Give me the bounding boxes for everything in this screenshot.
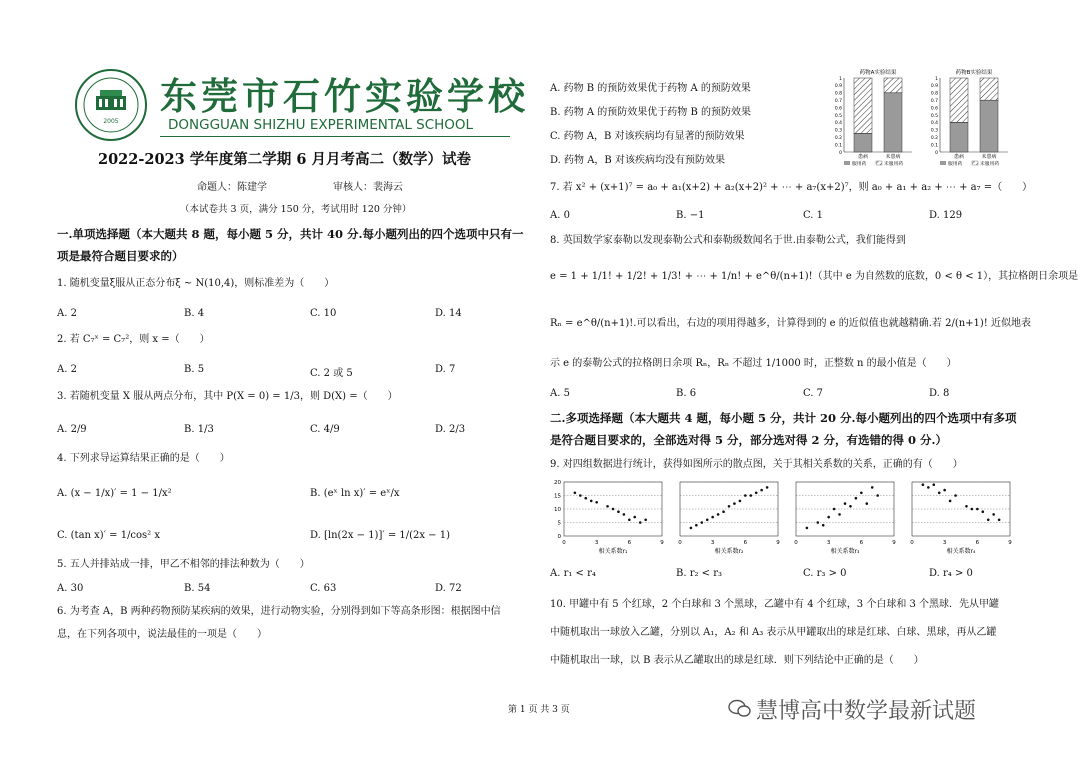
scatter-point xyxy=(584,497,587,500)
scatter-point xyxy=(639,521,642,524)
scatter-point xyxy=(998,519,1001,522)
scatter-x-tick: 9 xyxy=(776,540,780,546)
q3-option-d: D. 2/3 xyxy=(435,424,466,435)
bar-tick-label: 0.9 xyxy=(930,84,938,90)
q1-option-a: A. 2 xyxy=(57,308,77,319)
scatter-x-label: 相关系数r₃ xyxy=(830,548,860,555)
scatter-point xyxy=(992,513,995,516)
q9-option-b: B. r₂ < r₃ xyxy=(676,568,723,579)
scatter-point xyxy=(711,516,714,519)
legend-swatch-no-drug xyxy=(876,161,882,165)
bar-tick-label: 0.3 xyxy=(834,128,842,134)
scatter-x-label: 相关系数r₄ xyxy=(946,548,976,555)
scatter-x-tick: 0 xyxy=(678,540,682,546)
legend-label-no-drug: 未服用药 xyxy=(884,162,904,167)
scatter-y-tick: 20 xyxy=(554,480,561,486)
q2-option-b: B. 5 xyxy=(184,364,205,375)
question-8-line-1: 8. 英国数学家泰勒以发现泰勒公式和泰勒级数闻名于世.由泰勒公式，我们能得到 xyxy=(550,235,906,246)
q8-option-c: C. 7 xyxy=(803,388,824,399)
legend-swatch-took-drug xyxy=(844,161,850,165)
bar-tick-label: 0.5 xyxy=(834,113,842,119)
scatter-point xyxy=(849,505,852,508)
q9-option-a: A. r₁ < r₄ xyxy=(550,568,596,579)
q6-option-b: B. 药物 A 的预防效果优于药物 B 的预防效果 xyxy=(550,107,751,118)
q8-option-b: B. 6 xyxy=(676,388,697,399)
scatter-point xyxy=(827,516,830,519)
scatter-x-tick: 6 xyxy=(859,540,864,546)
scatter-x-tick: 3 xyxy=(594,540,599,546)
q1-option-d: D. 14 xyxy=(435,308,462,319)
page-number: 第 1 页 共 3 页 xyxy=(508,705,570,715)
scatter-point xyxy=(617,510,620,513)
scatter-point xyxy=(938,492,941,495)
bar-tick-label: 0 xyxy=(935,150,938,156)
bar-segment-took-drug xyxy=(854,134,872,153)
q6-option-c: C. 药物 A，B 对该疾病均有显著的预防效果 xyxy=(550,131,745,142)
question-8-line-3: Rₙ = e^θ/(n+1)!.可以看出，右边的项用得越多，计算得到的 e 的近似值也就越精确.若 2/(n+1)! 近似地表 xyxy=(550,318,1032,329)
scatter-point xyxy=(806,527,809,530)
scatter-x-tick: 0 xyxy=(910,540,914,546)
scatter-point xyxy=(871,486,874,489)
q5-option-b: B. 54 xyxy=(184,583,211,594)
scatter-x-tick: 6 xyxy=(743,540,748,546)
bar-tick-label: 0.1 xyxy=(834,143,842,149)
bar-tick-label: 0.3 xyxy=(930,128,938,134)
q4-option-b: B. (eˣ ln x)′ = eˣ/x xyxy=(310,488,400,499)
logo-year: 2005 xyxy=(103,118,119,125)
q1-option-c: C. 10 xyxy=(310,308,337,319)
scatter-point xyxy=(623,513,626,516)
scatter-x-label: 相关系数r₁ xyxy=(598,548,628,555)
bar-tick-label: 0.7 xyxy=(930,99,938,104)
scatter-point xyxy=(606,505,609,508)
bar-tick-label: 0.5 xyxy=(930,113,938,119)
bar-segment-no-drug xyxy=(884,78,902,93)
exam-note: （本试卷共 3 页，满分 150 分，考试用时 120 分钟） xyxy=(180,204,412,215)
q7-option-c: C. 1 xyxy=(803,210,824,221)
bar-chart-title: 药物A实验结果 xyxy=(859,70,897,76)
scatter-y-tick: 5 xyxy=(557,520,561,527)
header-divider xyxy=(160,136,510,137)
bar-segment-no-drug xyxy=(950,78,968,122)
bar-tick-label: 0.4 xyxy=(930,121,938,127)
school-name-en: DONGGUAN SHIZHU EXPERIMENTAL SCHOOL xyxy=(168,117,474,133)
bar-tick-label: 0 xyxy=(839,150,842,156)
scatter-point xyxy=(579,494,582,497)
scatter-point xyxy=(971,508,974,511)
scatter-point xyxy=(739,500,742,503)
question-9: 9. 对四组数据进行统计，获得如图所示的散点图，关于其相关系数的关系，正确的有（ ） xyxy=(550,459,963,470)
scatter-point xyxy=(706,519,709,522)
scatter-point xyxy=(590,500,593,503)
scatter-point xyxy=(987,519,990,522)
bar-segment-took-drug xyxy=(950,122,968,152)
scatter-point xyxy=(700,521,703,524)
scatter-point xyxy=(981,510,984,513)
question-6-line-2: 息，在下列各项中，说法最佳的一项是（ ） xyxy=(57,629,267,640)
drug-bar-charts xyxy=(826,66,1016,168)
q3-option-a: A. 2/9 xyxy=(57,424,87,435)
bar-category-label: 患病 xyxy=(953,154,965,160)
bar-category-label: 未患病 xyxy=(885,154,901,160)
school-logo-icon xyxy=(74,68,148,142)
q9-option-d: D. r₄ > 0 xyxy=(929,568,973,579)
bar-tick-label: 0.1 xyxy=(930,143,938,149)
q6-option-a: A. 药物 B 的预防效果优于药物 A 的预防效果 xyxy=(550,83,751,94)
question-8-line-2: e = 1 + 1/1! + 1/2! + 1/3! + ⋯ + 1/n! + e^θ/(n+1)!（其中 e 为自然数的底数，0 < θ < 1），其拉格朗日余项是 xyxy=(550,271,1079,282)
scatter-point xyxy=(760,489,763,492)
scatter-point xyxy=(860,492,863,495)
scatter-point xyxy=(749,494,752,497)
scatter-point xyxy=(932,483,935,486)
scatter-x-tick: 0 xyxy=(562,540,566,546)
bar-tick-label: 0.7 xyxy=(834,99,842,104)
scatter-point xyxy=(744,494,747,497)
q4-option-d: D. [ln(2x − 1)]′ = 1/(2x − 1) xyxy=(310,530,451,541)
scatter-x-tick: 6 xyxy=(975,540,980,546)
scatter-x-tick: 3 xyxy=(826,540,831,546)
q3-option-b: B. 1/3 xyxy=(184,424,214,435)
scatter-point xyxy=(976,508,979,511)
q2-option-c: C. 2 或 5 xyxy=(310,368,353,379)
bar-tick-label: 1 xyxy=(935,76,938,82)
scatter-point xyxy=(954,494,957,497)
question-8-line-4: 示 e 的泰勒公式的拉格朗日余项 Rₙ，Rₙ 不超过 1/1000 时，正整数 n 的最小值是（ ） xyxy=(550,358,957,369)
scatter-point xyxy=(690,527,693,530)
exam-reviewer: 审核人：裴海云 xyxy=(333,182,403,193)
legend-label-no-drug: 未服用药 xyxy=(980,162,1000,167)
scatter-point xyxy=(876,494,879,497)
question-5: 5. 五人并排站成一排，甲乙不相邻的排法种数为（ ） xyxy=(57,559,310,570)
question-1: 1. 随机变量ξ服从正态分布ξ ~ N(10,4)，则标准差为（ ） xyxy=(57,278,335,289)
bar-tick-label: 0.2 xyxy=(930,136,938,141)
bar-category-label: 未患病 xyxy=(981,154,997,160)
q2-option-d: D. 7 xyxy=(435,364,456,375)
q5-option-c: C. 63 xyxy=(310,583,337,594)
section-2-title: 二.多项选择题（本大题共 4 题，每小题 5 分，共计 20 分.每小题列出的四个选项中有多项是符合题目要求的，全部选对得 5 分，部分选对得 2 分，有选错的得 0 分.） xyxy=(550,411,1017,447)
bar-tick-label: 0.4 xyxy=(834,121,842,127)
scatter-point xyxy=(733,502,736,505)
scatter-point xyxy=(628,519,631,522)
scatter-x-tick: 9 xyxy=(660,540,664,546)
scatter-point xyxy=(844,502,847,505)
scatter-point xyxy=(855,497,858,500)
bar-segment-no-drug xyxy=(980,78,998,100)
q8-option-d: D. 8 xyxy=(929,388,950,399)
q2-option-a: A. 2 xyxy=(57,364,77,375)
scatter-point xyxy=(838,513,841,516)
scatter-point xyxy=(922,483,925,486)
bar-segment-no-drug xyxy=(854,78,872,134)
bar-tick-label: 0.9 xyxy=(834,84,842,90)
q9-option-c: C. r₃ > 0 xyxy=(803,568,847,579)
q4-option-c: C. (tan x)′ = 1/cos² x xyxy=(57,530,161,541)
scatter-point xyxy=(965,505,968,508)
scatter-y-tick: 15 xyxy=(554,493,561,500)
scatter-x-tick: 3 xyxy=(942,540,947,546)
scatter-point xyxy=(949,500,952,503)
bar-tick-label: 0.8 xyxy=(930,91,938,97)
bar-tick-label: 0.2 xyxy=(834,136,842,141)
scatter-point xyxy=(943,489,946,492)
scatter-point xyxy=(644,519,647,522)
wechat-icon xyxy=(728,698,752,718)
bar-tick-label: 0.6 xyxy=(930,106,938,112)
question-4: 4. 下列求导运算结果正确的是（ ） xyxy=(57,453,230,464)
q5-option-a: A. 30 xyxy=(57,583,84,594)
scatter-y-tick: 10 xyxy=(554,507,561,513)
scatter-plots xyxy=(548,478,1020,560)
q6-option-d: D. 药物 A，B 对该疾病均没有预防效果 xyxy=(550,155,725,166)
scatter-x-tick: 9 xyxy=(892,540,896,546)
question-6-line-1: 6. 为考查 A，B 两种药物预防某疾病的效果，进行动物实验，分别得到如下等高条形图：根据图中信 xyxy=(57,606,501,617)
scatter-point xyxy=(728,505,731,508)
bar-segment-took-drug xyxy=(980,100,998,152)
question-3: 3. 若随机变量 X 服从两点分布，其中 P(X = 0) = 1/3，则 D(X) =（ ） xyxy=(57,391,398,402)
scatter-point xyxy=(595,501,598,504)
exam-author: 命题人：陈建学 xyxy=(197,182,267,193)
q7-option-b: B. −1 xyxy=(676,210,705,221)
scatter-point xyxy=(695,524,698,527)
scatter-point xyxy=(766,486,769,489)
scatter-x-tick: 3 xyxy=(710,540,715,546)
bar-chart-title: 药物B实验结果 xyxy=(955,70,993,76)
question-10-line-3: 中随机取出一球，以 B 表示从乙罐取出的球是红球．则下列结论中正确的是（ ） xyxy=(550,655,924,666)
question-2: 2. 若 C₇ˣ = C₇²，则 x =（ ） xyxy=(57,334,210,345)
bar-category-label: 患病 xyxy=(857,154,869,160)
scatter-point xyxy=(927,486,930,489)
legend-label-took-drug: 服用药 xyxy=(852,162,867,167)
question-7: 7. 若 x² + (x+1)⁷ = a₀ + a₁(x+2) + a₂(x+2)² + ⋯ + a₇(x+2)⁷，则 a₀ + a₁ + a₂ + ⋯ + a₇ =（ ） xyxy=(550,182,1033,193)
watermark-text: 慧博高中数学最新试题 xyxy=(756,699,977,724)
scatter-point xyxy=(755,492,758,495)
exam-title: 2022-2023 学年度第二学期 6 月月考高二（数学）试卷 xyxy=(98,151,471,168)
bar-segment-took-drug xyxy=(884,93,902,152)
q7-option-d: D. 129 xyxy=(929,210,963,221)
scatter-x-tick: 9 xyxy=(1008,540,1012,546)
scatter-point xyxy=(633,516,636,519)
q5-option-d: D. 72 xyxy=(435,583,462,594)
q7-option-a: A. 0 xyxy=(550,210,570,221)
scatter-x-tick: 0 xyxy=(794,540,798,546)
school-name-cn: 东莞市石竹实验学校 xyxy=(160,74,529,118)
question-10-line-1: 10. 甲罐中有 5 个红球，2 个白球和 3 个黑球，乙罐中有 4 个红球，3 个白球和 3 个黑球．先从甲罐 xyxy=(550,599,1000,610)
scatter-point xyxy=(574,492,577,495)
q3-option-c: C. 4/9 xyxy=(310,424,340,435)
q8-option-a: A. 5 xyxy=(550,388,570,399)
q4-option-a: A. (x − 1/x)′ = 1 − 1/x² xyxy=(57,488,172,499)
legend-label-took-drug: 服用药 xyxy=(948,162,963,167)
legend-swatch-took-drug xyxy=(940,161,946,165)
scatter-point xyxy=(822,524,825,527)
bar-tick-label: 0.6 xyxy=(834,106,842,112)
bar-tick-label: 0.8 xyxy=(834,91,842,97)
legend-swatch-no-drug xyxy=(972,161,978,165)
scatter-point xyxy=(833,508,836,511)
scatter-y-tick: 0 xyxy=(557,534,561,540)
question-10-line-2: 中随机取出一球放入乙罐，分别以 A₁，A₂ 和 A₃ 表示从甲罐取出的球是红球、白球、黑球，再从乙罐 xyxy=(550,627,997,638)
q1-option-b: B. 4 xyxy=(184,308,205,319)
scatter-x-tick: 6 xyxy=(627,540,632,546)
scatter-point xyxy=(865,502,868,505)
section-1-title: 一.单项选择题（本大题共 8 题，每小题 5 分，共计 40 分.每小题列出的四个选项中只有一项是最符合题目要求的） xyxy=(57,227,524,263)
scatter-point xyxy=(816,521,819,524)
bar-tick-label: 1 xyxy=(839,76,842,82)
scatter-point xyxy=(612,508,615,511)
scatter-point xyxy=(717,513,720,516)
scatter-point xyxy=(722,510,725,513)
scatter-x-label: 相关系数r₂ xyxy=(714,548,744,555)
